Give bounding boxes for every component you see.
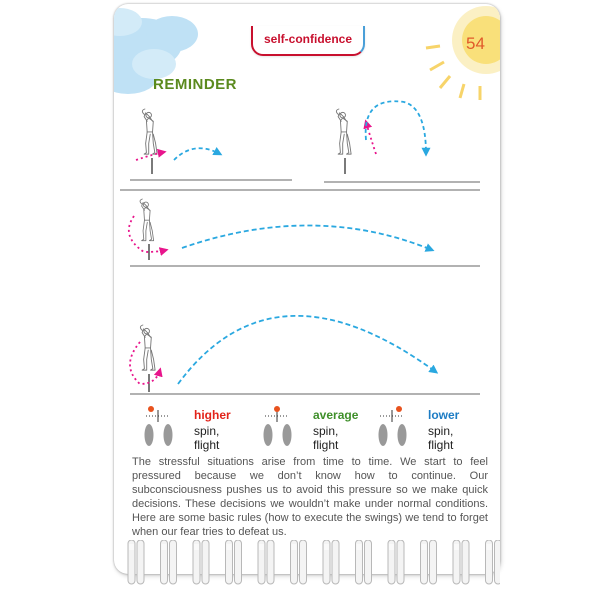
swing-panel-long (129, 199, 480, 266)
legend-subtitle: spin, flight (194, 424, 220, 452)
binding-ring (388, 540, 404, 584)
binding-ring (323, 540, 339, 584)
binding-ring (291, 540, 307, 584)
golfer-icon (142, 109, 157, 154)
ball-position-diagram-lower (379, 406, 407, 446)
legend-subtitle: spin, flight (428, 424, 454, 452)
swing-panel-full (130, 316, 480, 394)
ball-position-diagram-higher (145, 406, 173, 446)
legend-title: lower (428, 408, 460, 422)
swing-panel-short-left (130, 109, 292, 180)
binding-ring (258, 540, 274, 584)
page-heading: REMINDER (153, 76, 238, 93)
golfer-icon (336, 109, 351, 154)
binding-ring (128, 540, 144, 584)
binding-ring (161, 540, 177, 584)
swing-panel-short-right (324, 101, 480, 182)
binding-ring (421, 540, 437, 584)
golfer-icon (140, 199, 154, 241)
binding-ring (356, 540, 372, 584)
swing-illustrations (114, 4, 500, 454)
binding-ring (193, 540, 209, 584)
page-number: 54 (466, 34, 485, 53)
section-tab-label: self-confidence (263, 32, 353, 46)
legend-subtitle: spin, flight (313, 424, 339, 452)
workbook-page (114, 4, 500, 574)
legend-title: average (313, 408, 359, 422)
golfer-icon (140, 325, 155, 370)
ball-position-diagram-average (264, 406, 292, 446)
binding-ring (453, 540, 469, 584)
spiral-binding-icon (114, 540, 500, 590)
legend-title: higher (194, 408, 231, 422)
binding-ring (226, 540, 242, 584)
binding-ring (486, 540, 501, 584)
body-paragraph: The stressful situations arise from time to time. We start to feel pressured because we don’t know how to continue. Our subconsciousness pushes us to avoid this pressure so we make quick decisions. These decisions we wouldn’t make under normal conditions. Here are some basic rules (how to execute the swings) we tend to forget when our fear tries to defeat us. (132, 456, 488, 538)
